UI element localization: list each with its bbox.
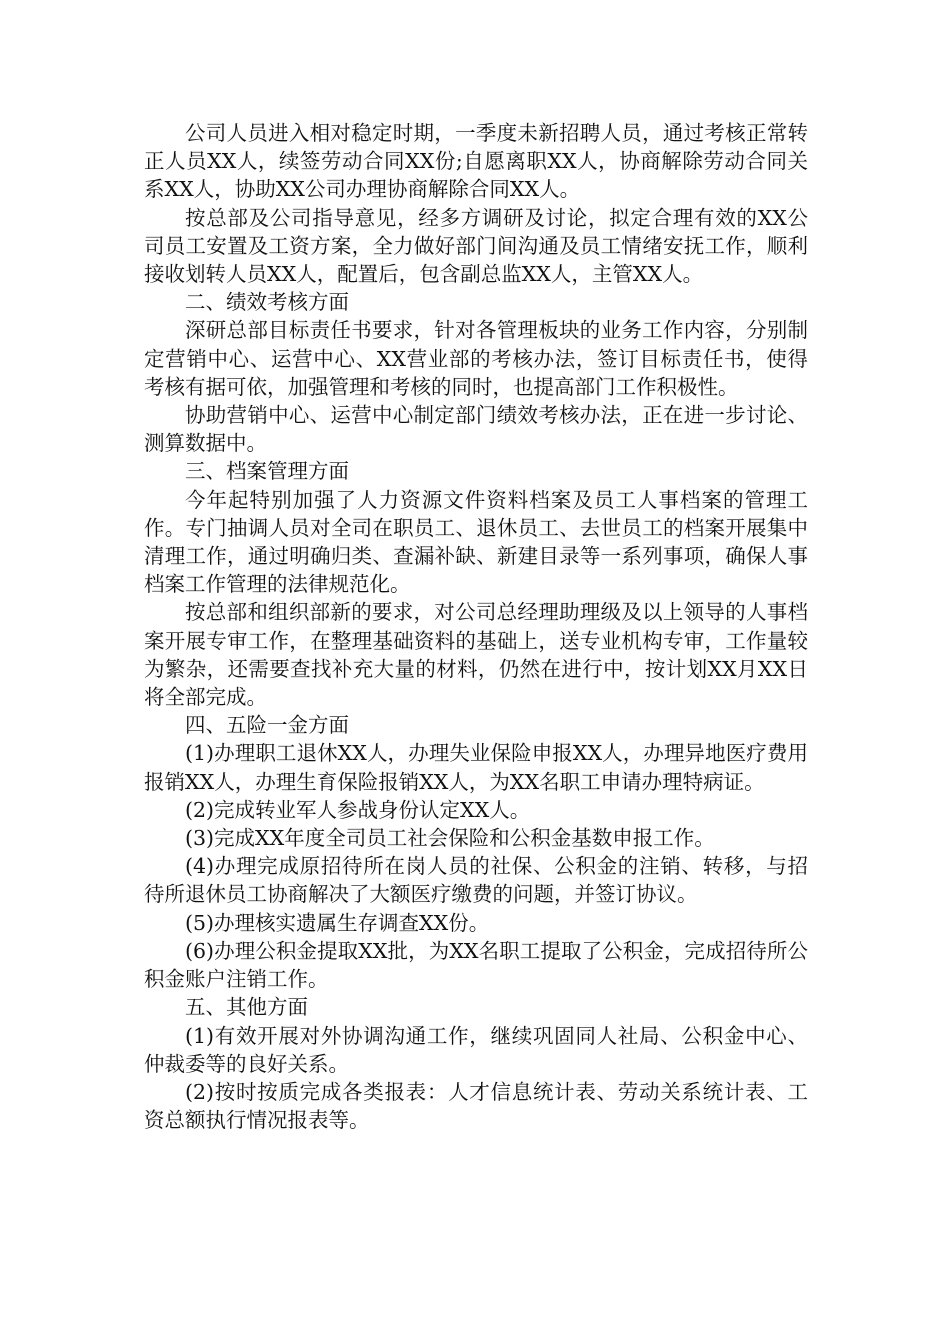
paragraph-performance-assist: 协助营销中心、运营中心制定部门绩效考核办法，正在进一步讨论、测算数据中。	[144, 403, 808, 456]
paragraph-staff-stability: 公司人员进入相对稳定时期，一季度未新招聘人员，通过考核正常转正人员XX人，续签劳动合同XX份;自愿离职XX人，协商解除劳动合同关系XX人，协助XX公司办理协商解除合同XX人。	[144, 121, 808, 202]
section-heading-archives: 三、档案管理方面	[185, 459, 349, 484]
section-heading-performance: 二、绩效考核方面	[185, 290, 349, 315]
paragraph-archives-cleanup: 今年起特别加强了人力资源文件资料档案及员工人事档案的管理工作。专门抽调人员对全司在职员工、退休员工、去世员工的档案开展集中清理工作，通过明确归类、查漏补缺、新建目录等一系列事项，确保人事档案工作管理的法律规范化。	[144, 487, 808, 597]
paragraph-staff-placement: 按总部及公司指导意见，经多方调研及讨论，拟定合理有效的XX公司员工安置及工资方案，全力做好部门间沟通及员工情绪安抚工作，顺利接收划转人员XX人，配置后，包含副总监XX人，主管XX人。	[144, 205, 808, 287]
list-item-insurance-1: (1)办理职工退休XX人，办理失业保险申报XX人，办理异地医疗费用报销XX人，办理生育保险报销XX人，为XX名职工申请办理特病证。	[144, 741, 808, 794]
list-item-insurance-3: (3)完成XX年度全司员工社会保险和公积金基数申报工作。	[185, 826, 715, 851]
paragraph-performance-assessment: 深研总部目标责任书要求，针对各管理板块的业务工作内容，分别制定营销中心、运营中心、XX营业部的考核办法，签订目标责任书，使得考核有据可依，加强管理和考核的同时，也提高部门工作积极性。	[144, 318, 808, 399]
list-item-other-1: (1)有效开展对外协调沟通工作，继续巩固同人社局、公积金中心、仲裁委等的良好关系。	[144, 1023, 808, 1076]
paragraph-archives-review: 按总部和组织部新的要求，对公司总经理助理级及以上领导的人事档案开展专审工作，在整理基础资料的基础上，送专业机构专审，工作量较为繁杂，还需要查找补充大量的材料，仍然在进行中，按计划XX月XX日将全部完成。	[144, 600, 808, 710]
section-heading-insurance: 四、五险一金方面	[185, 713, 349, 738]
section-heading-other: 五、其他方面	[185, 995, 308, 1020]
list-item-insurance-4: (4)办理完成原招待所在岗人员的社保、公积金的注销、转移，与招待所退休员工协商解决了大额医疗缴费的问题，并签订协议。	[144, 854, 808, 907]
list-item-insurance-5: (5)办理核实遗属生存调查XX份。	[185, 910, 490, 935]
list-item-other-2: (2)按时按质完成各类报表：人才信息统计表、劳动关系统计表、工资总额执行情况报表等。	[144, 1079, 808, 1133]
list-item-insurance-6: (6)办理公积金提取XX批，为XX名职工提取了公积金，完成招待所公积金账户注销工作。	[144, 938, 808, 992]
list-item-insurance-2: (2)完成转业军人参战身份认定XX人。	[185, 797, 531, 822]
document-body	[144, 119, 808, 1134]
